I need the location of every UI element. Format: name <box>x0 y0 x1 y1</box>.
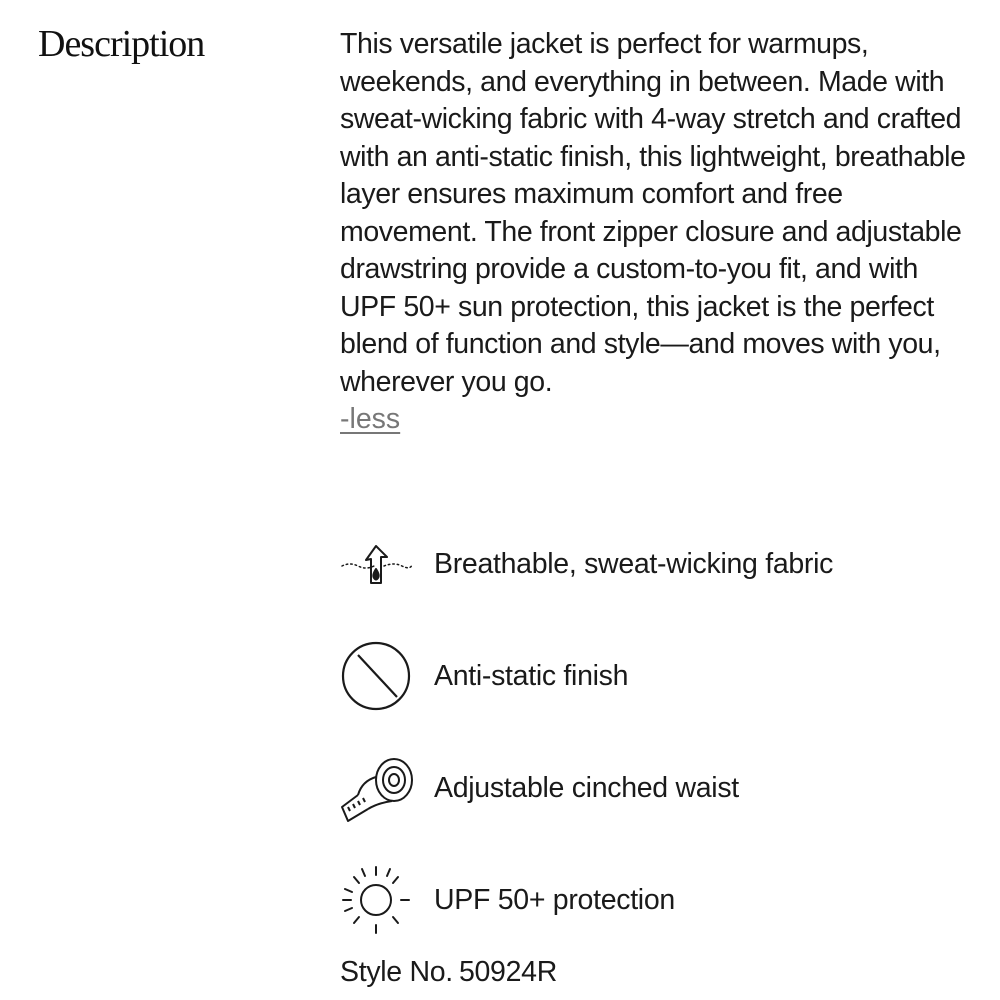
feature-label: Anti-static finish <box>434 659 629 692</box>
breathable-fabric-icon <box>340 527 414 601</box>
description-content <box>340 26 980 988</box>
feature-label: Breathable, sweat-wicking fabric <box>434 547 834 580</box>
description-text: This versatile jacket is perfect for warmups, weekends, and everything in between. Made with sweat-wicking fabric with 4-way stretch and crafted with an anti-static finish, this lightweight, breathable layer ensures maximum comfort and free movement. The front zipper closure and adjustable drawstring provide a custom-to-you fit, and with UPF 50+ sun protection, this jacket is the perfect blend of function and style—and moves with you, wherever you go. <box>340 28 966 398</box>
feature-label: Adjustable cinched waist <box>434 771 739 804</box>
section-title: Description <box>38 23 205 65</box>
feature-item-upf <box>340 844 833 956</box>
feature-item-cinched-waist <box>340 732 833 844</box>
measuring-tape-icon <box>340 751 414 825</box>
anti-static-icon <box>340 639 414 713</box>
sun-icon <box>340 863 414 937</box>
feature-label: UPF 50+ protection <box>434 883 675 916</box>
style-number <box>340 956 557 989</box>
style-number-label: Style No. <box>340 956 453 988</box>
feature-item-anti-static <box>340 620 833 732</box>
feature-list <box>340 508 833 956</box>
show-less-link[interactable]: -less <box>340 403 401 435</box>
feature-item-breathable <box>340 508 833 620</box>
style-number-value: 50924R <box>458 956 557 988</box>
